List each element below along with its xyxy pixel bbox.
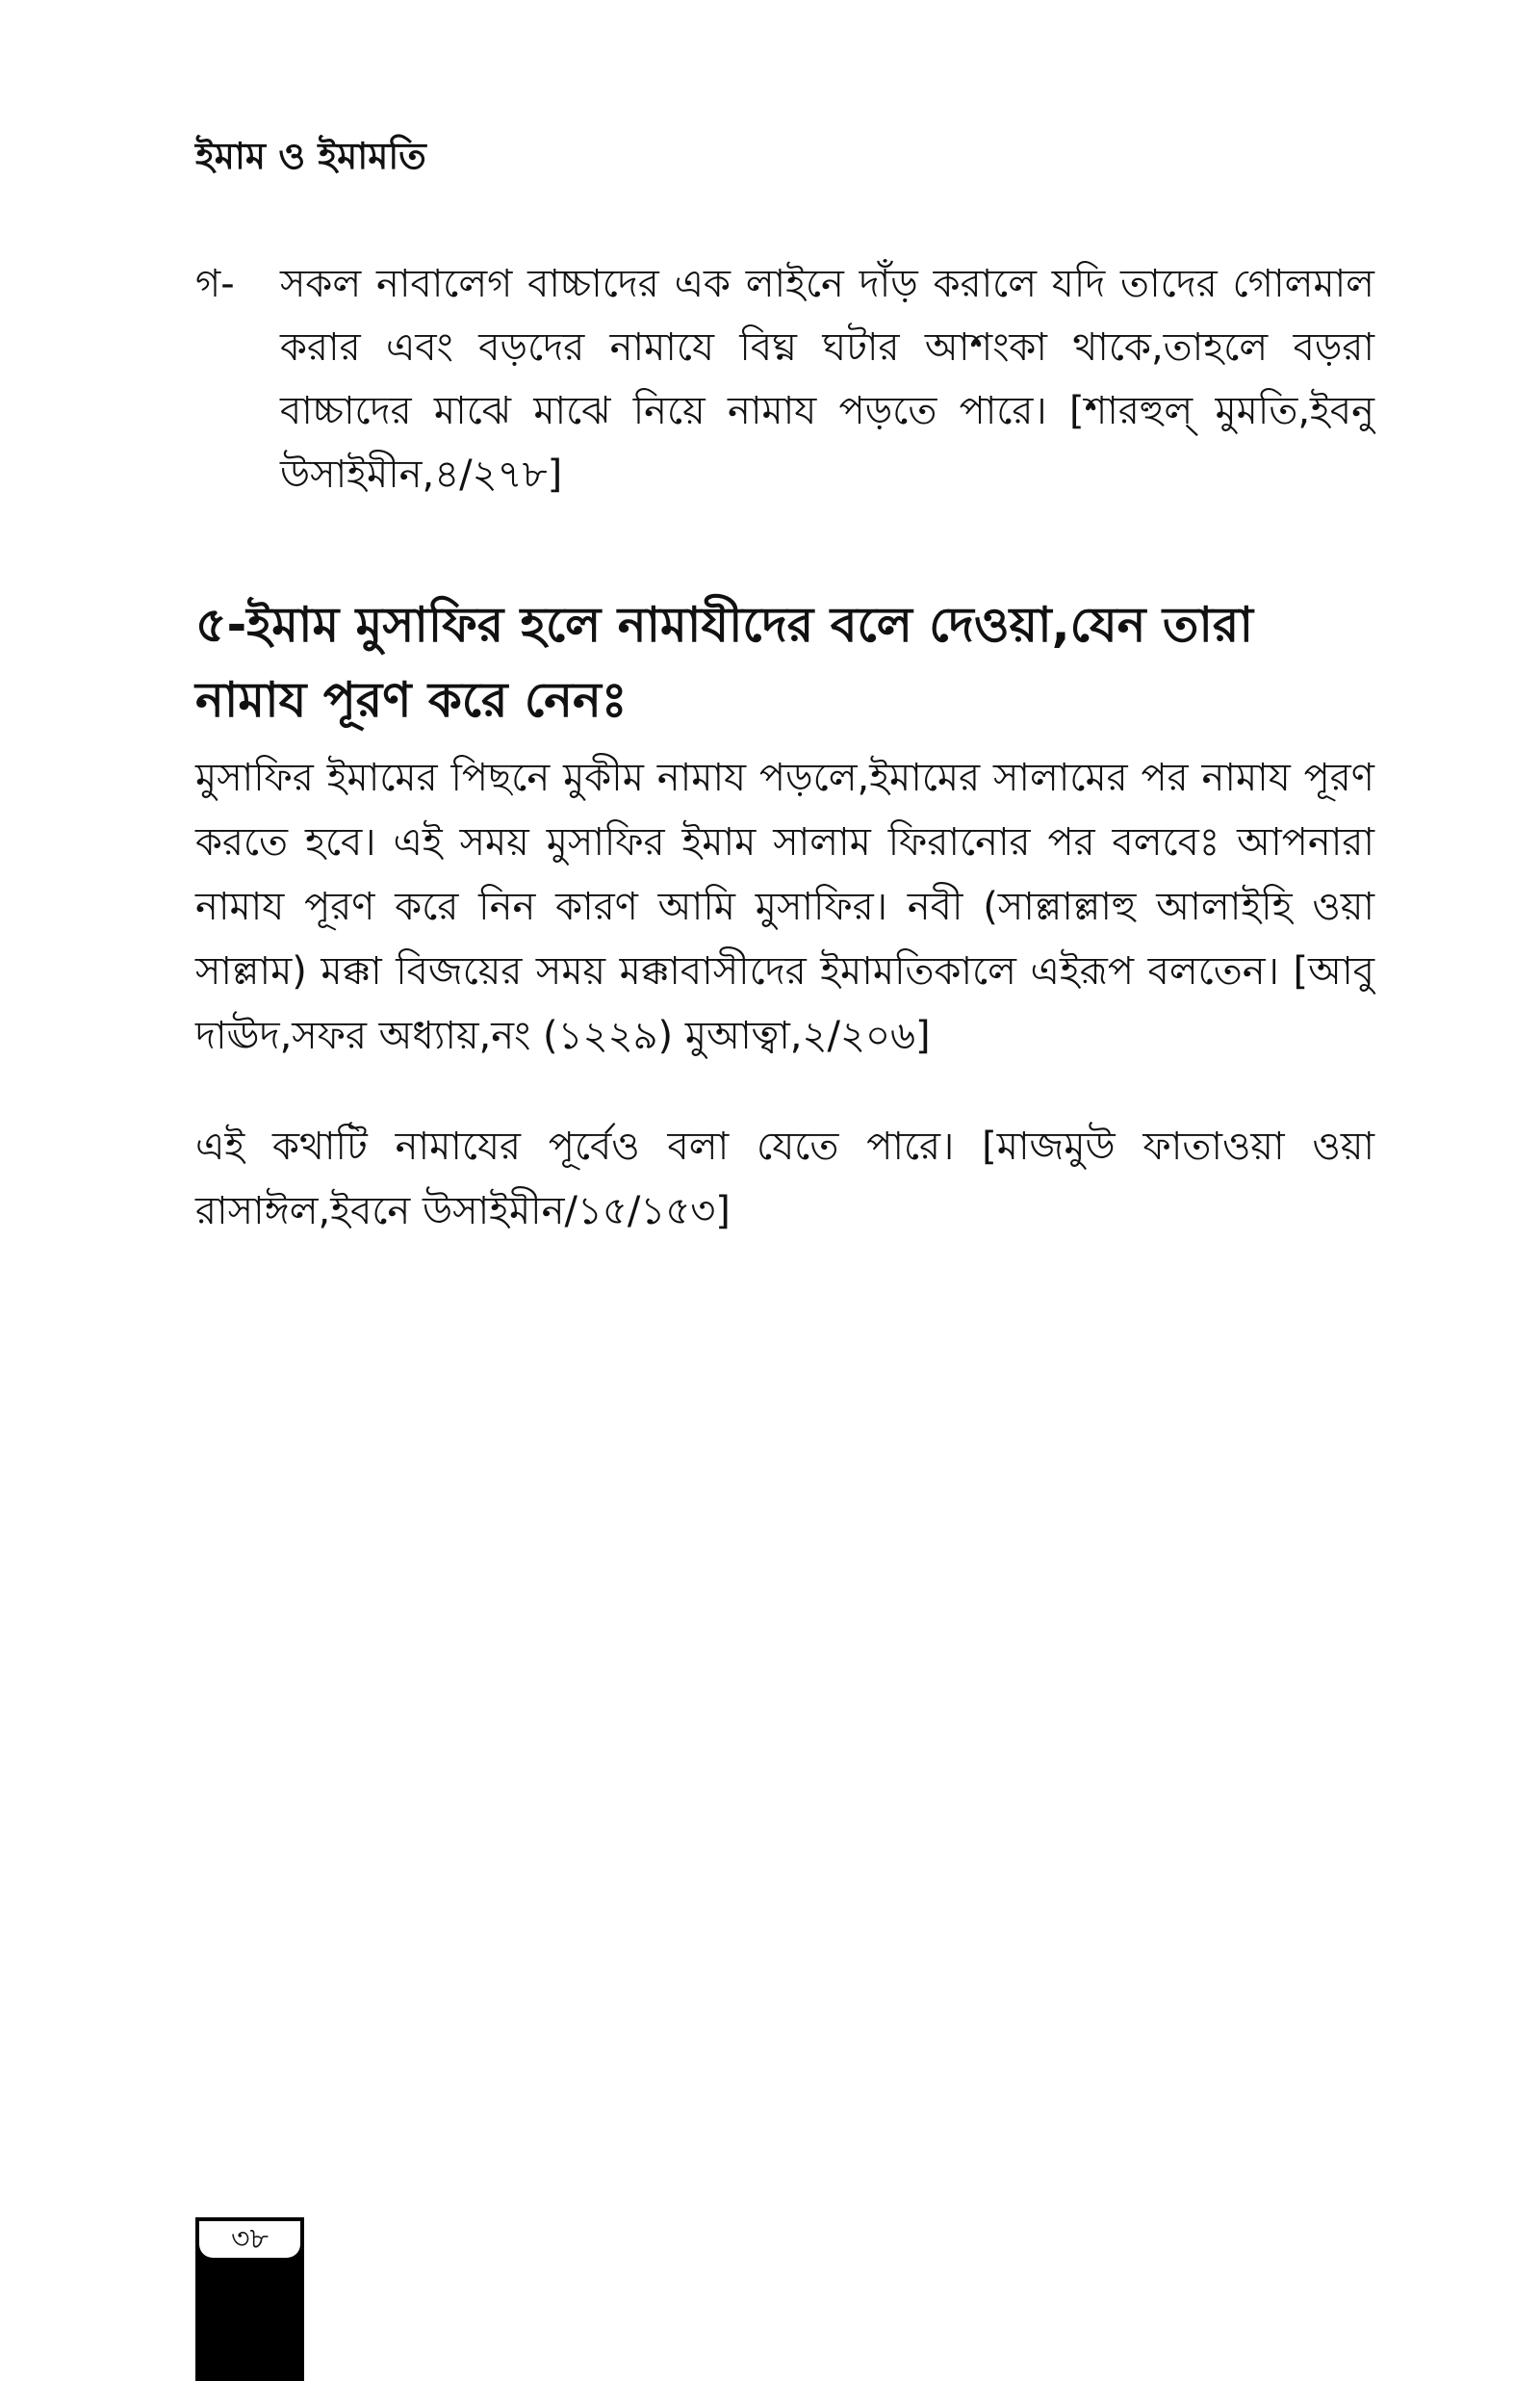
paragraph-2: এই কথাটি নামাযের পূর্বেও বলা যেতে পারে। [মাজমুউ ফাতাওয়া ওয়া রাসাঈল,ইবনে উসাইমীন/১৫/১৫৩]: [195, 1125, 1374, 1233]
list-item: [195, 252, 1374, 506]
paragraph-1: মুসাফির ইমামের পিছনে মুকীম নামায পড়লে,ইমামের সালামের পর নামায পূরণ করতে হবে। এই সময় মুসাফির ইমাম সালাম ফিরানোর পর বলবেঃ আপনারা নামায পূরণ করে নিন কারণ আমি মুসাফির। নবী (সাল্লাল্লাহু আলাইহি ওয়া সাল্লাম) মক্কা বিজয়ের সময় মক্কাবাসীদের ইমামতিকালে এইরূপ বলতেন। [আবু দাঊদ,সফর অধ্যায়,নং (১২২৯) মুআত্বা,২/২০৬]: [195, 756, 1374, 1058]
page-number: ৩৮: [199, 2221, 300, 2258]
list-item-text: সকল নাবালেগ বাচ্চাদের এক লাইনে দাঁড় করালে যদি তাদের গোলমাল করার এবং বড়দের নামাযে বিঘ্ন ঘটার আশংকা থাকে,তাহলে বড়রা বাচ্চাদের মাঝে মাঝে নিয়ে নামায পড়তে পারে। [শারহুল্ মুমতি,ইবনু উসাইমীন,৪/২৭৮]: [280, 262, 1374, 497]
section-heading: ৫-ইমাম মুসাফির হলে নামাযীদের বলে দেওয়া,যেন তারা নামায পূরণ করে নেনঃ: [195, 597, 1253, 728]
running-head: ইমাম ও ইমামতি: [195, 135, 426, 177]
page-number-tab: [195, 2217, 304, 2381]
list-item-marker: গ-: [195, 262, 235, 306]
